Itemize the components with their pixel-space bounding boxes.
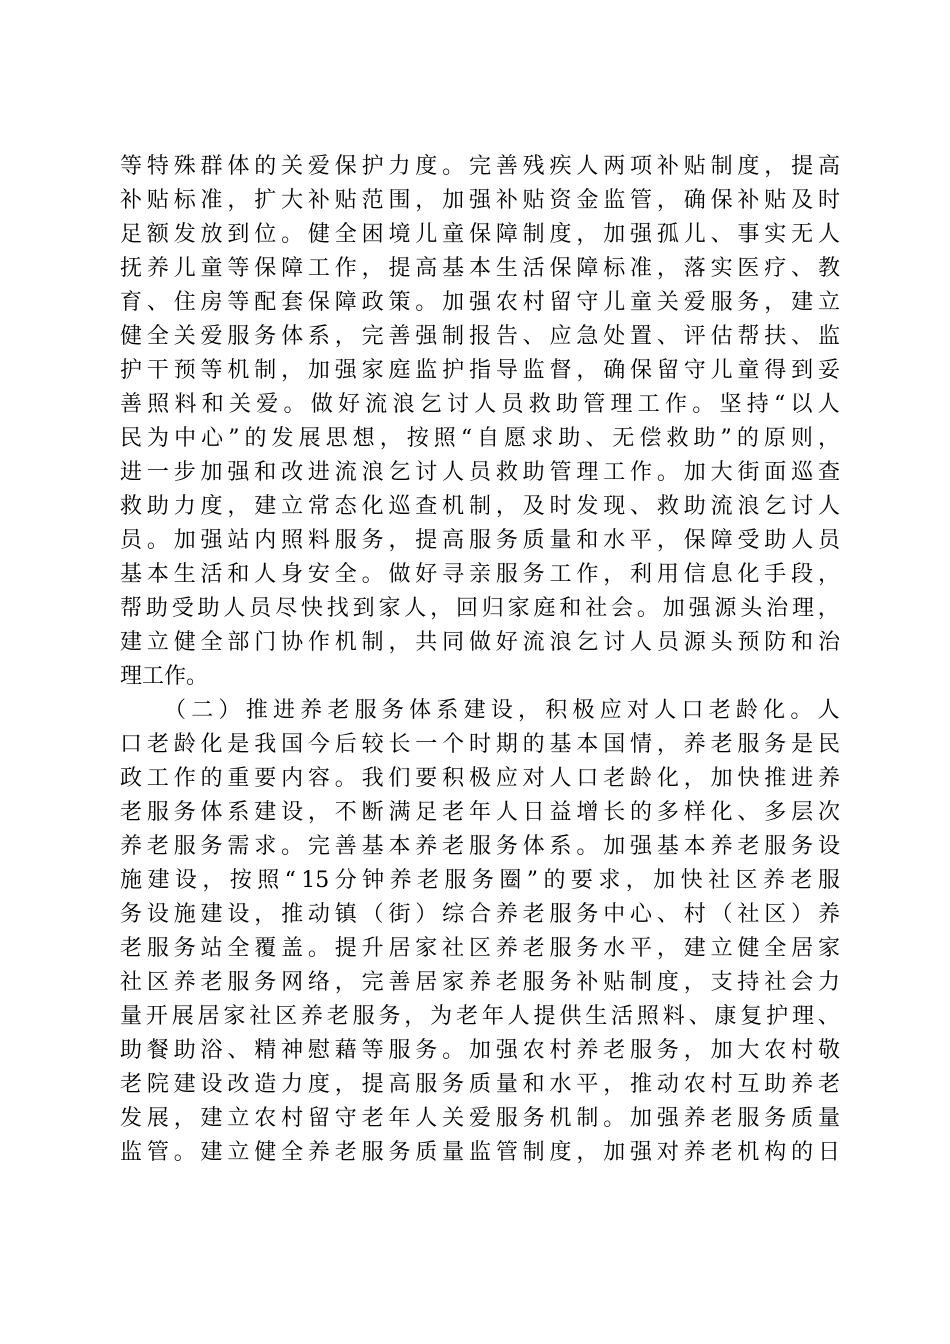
text-line: 帮 助 受 助 人 员 尽 快 找 到 家 人 ， 回 归 家 庭 和 社 会 。 加 强 源 头 治 理 ， <box>120 596 840 621</box>
text-line: 建 立 健 全 部 门 协 作 机 制 ， 共 同 做 好 流 浪 乞 讨 人 员 源 头 预 防 和 治 <box>120 630 840 655</box>
text-line: 基 本 生 活 和 人 身 安 全 。 做 好 寻 亲 服 务 工 作 ， 利 用 信 息 化 手 段 ， <box>120 562 840 587</box>
text-line: （ 二 ） 推 进 养 老 服 务 体 系 建 设 ， 积 极 应 对 人 口 老 龄 化 。 人 <box>164 698 840 723</box>
text-line: 社 区 养 老 服 务 网 络 ， 完 善 居 家 养 老 服 务 补 贴 制 度 ， 支 持 社 会 力 <box>120 970 840 995</box>
text-line: 量 开 展 居 家 社 区 养 老 服 务 ， 为 老 年 人 提 供 生 活 照 料 、 康 复 护 理 、 <box>120 1004 840 1029</box>
text-line: 民 为 中 心 ” 的 发 展 思 想 ， 按 照 “ 自 愿 求 助 、 无 偿 救 助 ” 的 原 则 ， <box>120 426 840 451</box>
text-line: 发 展 ， 建 立 农 村 留 守 老 年 人 关 爱 服 务 机 制 。 加 强 养 老 服 务 质 量 <box>120 1106 840 1131</box>
text-line: 等 特 殊 群 体 的 关 爱 保 护 力 度 。 完 善 残 疾 人 两 项 补 贴 制 度 ， 提 高 <box>120 154 840 179</box>
text-line: 助 餐 助 浴 、 精 神 慰 藉 等 服 务 。 加 强 农 村 养 老 服 务 ， 加 大 农 村 敬 <box>120 1038 840 1063</box>
text-line: 养 老 服 务 需 求 。 完 善 基 本 养 老 服 务 体 系 。 加 强 基 本 养 老 服 务 设 <box>120 834 840 859</box>
text-line: 政 工 作 的 重 要 内 容 。 我 们 要 积 极 应 对 人 口 老 龄 化 ， 加 快 推 进 养 <box>120 766 840 791</box>
text-line: 护 干 预 等 机 制 ， 加 强 家 庭 监 护 指 导 监 督 ， 确 保 留 守 儿 童 得 到 妥 <box>120 358 840 383</box>
text-line: 进 一 步 加 强 和 改 进 流 浪 乞 讨 人 员 救 助 管 理 工 作 。 加 大 街 面 巡 查 <box>120 460 840 485</box>
text-line: 善 照 料 和 关 爱 。 做 好 流 浪 乞 讨 人 员 救 助 管 理 工 作 。 坚 持 “ 以 人 <box>120 392 840 417</box>
text-line: 监 管 。 建 立 健 全 养 老 服 务 质 量 监 管 制 度 ， 加 强 对 养 老 机 构 的 日 <box>120 1140 840 1165</box>
text-line: 补 贴 标 准 ， 扩 大 补 贴 范 围 ， 加 强 补 贴 资 金 监 管 ， 确 保 补 贴 及 时 <box>120 188 840 213</box>
text-line: 救 助 力 度 ， 建 立 常 态 化 巡 查 机 制 ， 及 时 发 现 、 救 助 流 浪 乞 讨 人 <box>120 494 840 519</box>
text-line: 健 全 关 爱 服 务 体 系 ， 完 善 强 制 报 告 、 应 急 处 置 、 评 估 帮 扶 、 监 <box>120 324 840 349</box>
text-line: 施 建 设 ， 按 照 “ 15 分 钟 养 老 服 务 圈 ” 的 要 求 ， 加 快 社 区 养 老 服 <box>120 868 840 893</box>
text-line: 口 老 龄 化 是 我 国 今 后 较 长 一 个 时 期 的 基 本 国 情 ， 养 老 服 务 是 民 <box>120 732 840 757</box>
text-line: 老 院 建 设 改 造 力 度 ， 提 高 服 务 质 量 和 水 平 ， 推 动 农 村 互 助 养 老 <box>120 1072 840 1097</box>
text-line: 员 。 加 强 站 内 照 料 服 务 ， 提 高 服 务 质 量 和 水 平 ， 保 障 受 助 人 员 <box>120 528 840 553</box>
text-line: 育 、 住 房 等 配 套 保 障 政 策 。 加 强 农 村 留 守 儿 童 关 爱 服 务 ， 建 立 <box>120 290 840 315</box>
text-line: 理工作。 <box>120 664 209 689</box>
text-line: 务 设 施 建 设 ， 推 动 镇 （ 街 ） 综 合 养 老 服 务 中 心 、 村 （ 社 区 ） 养 <box>120 902 840 927</box>
body-text <box>120 150 840 1170</box>
text-line: 抚 养 儿 童 等 保 障 工 作 ， 提 高 基 本 生 活 保 障 标 准 ， 落 实 医 疗 、 教 <box>120 256 840 281</box>
text-line: 足 额 发 放 到 位 。 健 全 困 境 儿 童 保 障 制 度 ， 加 强 孤 儿 、 事 实 无 人 <box>120 222 840 247</box>
text-line: 老 服 务 体 系 建 设 ， 不 断 满 足 老 年 人 日 益 增 长 的 多 样 化 、 多 层 次 <box>120 800 840 825</box>
text-line: 老 服 务 站 全 覆 盖 。 提 升 居 家 社 区 养 老 服 务 水 平 ， 建 立 健 全 居 家 <box>120 936 840 961</box>
